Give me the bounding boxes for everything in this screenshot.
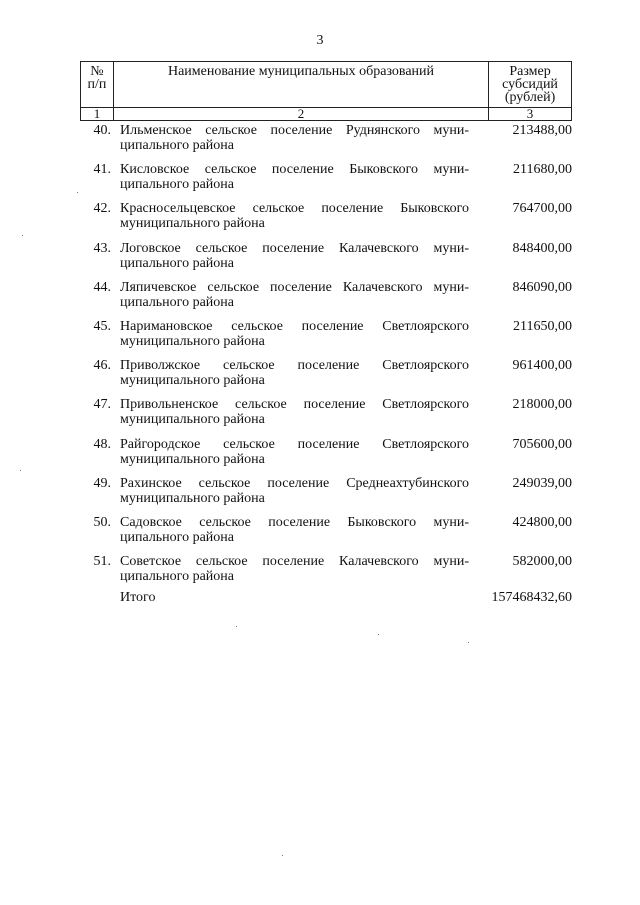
row-name bbox=[120, 280, 469, 310]
row-name-line-1: Приволжское сельское поселение Светлоярского bbox=[120, 358, 469, 374]
page-number: 3 bbox=[316, 33, 324, 48]
total-value: 157468432,60 bbox=[491, 590, 572, 605]
row-amount: 764700,00 bbox=[512, 201, 572, 217]
row-name-line-2: ципального района bbox=[120, 255, 234, 271]
header-size-line-1: Размер bbox=[509, 64, 551, 79]
row-number: 43. bbox=[93, 240, 111, 256]
row-name-line-1: Кисловское сельское поселение Быковского муни- bbox=[120, 162, 469, 178]
row-name-line-2: ципального района bbox=[120, 569, 234, 585]
total-row bbox=[80, 590, 572, 608]
row-number: 49. bbox=[93, 475, 111, 491]
row-amount: 848400,00 bbox=[512, 240, 572, 256]
row-name-line-1: Логовское сельское поселение Калачевского муни- bbox=[120, 240, 469, 256]
row-number: 48. bbox=[93, 436, 111, 452]
table-row bbox=[80, 278, 572, 317]
row-number: 51. bbox=[93, 554, 111, 570]
row-name-line-1: Ляпичевское сельское поселение Калачевского муни- bbox=[120, 279, 469, 295]
header-index-2: 2 bbox=[113, 108, 488, 121]
row-name-line-1: Рахинское сельское поселение Среднеахтубинского bbox=[120, 475, 469, 491]
row-name-line-1: Привольненское сельское поселение Светлоярского bbox=[120, 397, 469, 413]
row-amount: 424800,00 bbox=[512, 514, 572, 530]
row-name-line-2: муниципального района bbox=[120, 216, 265, 232]
row-name-line-2: муниципального района bbox=[120, 412, 265, 428]
scan-speck bbox=[282, 855, 283, 856]
row-name-line-2: ципального района bbox=[120, 177, 234, 193]
row-amount: 582000,00 bbox=[512, 554, 572, 570]
table-row bbox=[80, 356, 572, 395]
row-number: 41. bbox=[93, 162, 111, 178]
scan-speck bbox=[378, 634, 379, 635]
row-amount: 218000,00 bbox=[512, 397, 572, 413]
scan-speck bbox=[20, 470, 21, 471]
row-number: 44. bbox=[93, 279, 111, 295]
table-row bbox=[80, 239, 572, 278]
row-name bbox=[120, 123, 469, 153]
row-name-line-2: ципального района bbox=[120, 138, 234, 153]
row-name-line-2: ципального района bbox=[120, 294, 234, 310]
header-name-column: Наименование муниципальных образований bbox=[113, 62, 488, 108]
table-row bbox=[80, 552, 572, 591]
table-row bbox=[80, 121, 572, 160]
row-name-line-2: муниципального района bbox=[120, 373, 265, 389]
row-name-line-2: муниципального района bbox=[120, 451, 265, 467]
row-name bbox=[120, 515, 469, 545]
row-number: 40. bbox=[93, 123, 111, 138]
table-row bbox=[80, 317, 572, 356]
table-row bbox=[80, 199, 572, 238]
row-name-line-1: Советское сельское поселение Калачевского муни- bbox=[120, 554, 469, 570]
row-number: 45. bbox=[93, 318, 111, 334]
table-header bbox=[80, 61, 572, 121]
row-name bbox=[120, 319, 469, 349]
scan-speck bbox=[468, 642, 469, 643]
row-name bbox=[120, 162, 469, 192]
row-name bbox=[120, 554, 469, 584]
table-row bbox=[80, 474, 572, 513]
row-amount: 705600,00 bbox=[512, 436, 572, 452]
row-name-line-1: Райгородское сельское поселение Светлоярского bbox=[120, 436, 469, 452]
header-index-3: 3 bbox=[489, 108, 572, 121]
scan-speck bbox=[236, 626, 237, 627]
row-name-line-2: муниципального района bbox=[120, 333, 265, 349]
header-size-column bbox=[489, 62, 572, 108]
table-row bbox=[80, 513, 572, 552]
row-number: 42. bbox=[93, 201, 111, 217]
row-amount: 249039,00 bbox=[512, 475, 572, 491]
row-name bbox=[120, 476, 469, 506]
row-number: 50. bbox=[93, 514, 111, 530]
row-amount: 961400,00 bbox=[512, 358, 572, 374]
row-name bbox=[120, 358, 469, 388]
row-name bbox=[120, 201, 469, 231]
row-name-line-1: Садовское сельское поселение Быковского муни- bbox=[120, 514, 469, 530]
row-name bbox=[120, 437, 469, 467]
header-index-1: 1 bbox=[81, 108, 114, 121]
header-size-line-3: (рублей) bbox=[504, 90, 556, 105]
header-number-column bbox=[81, 62, 114, 108]
row-name-line-1: Наримановское сельское поселение Светлоярского bbox=[120, 318, 469, 334]
row-name-line-1: Красносельцевское сельское поселение Быковского bbox=[120, 201, 469, 217]
row-number: 47. bbox=[93, 397, 111, 413]
header-number-symbol: № bbox=[90, 64, 104, 79]
row-number: 46. bbox=[93, 358, 111, 374]
header-size-line-2: субсидий bbox=[502, 77, 558, 92]
row-name-line-2: ципального района bbox=[120, 529, 234, 545]
table-body bbox=[80, 121, 572, 591]
row-amount: 211680,00 bbox=[513, 162, 572, 178]
row-name bbox=[120, 397, 469, 427]
row-amount: 211650,00 bbox=[513, 318, 572, 334]
row-name-line-1: Ильменское сельское поселение Руднянского муни- bbox=[120, 123, 469, 138]
table-row bbox=[80, 160, 572, 199]
header-number-abbrev: п/п bbox=[87, 77, 107, 92]
row-name-line-2: муниципального района bbox=[120, 490, 265, 506]
table-row bbox=[80, 435, 572, 474]
row-amount: 213488,00 bbox=[512, 123, 572, 138]
table-row bbox=[80, 395, 572, 434]
scan-speck bbox=[77, 192, 78, 193]
total-label: Итого bbox=[120, 590, 156, 605]
scan-speck bbox=[22, 235, 23, 236]
row-amount: 846090,00 bbox=[512, 279, 572, 295]
row-name bbox=[120, 241, 469, 271]
